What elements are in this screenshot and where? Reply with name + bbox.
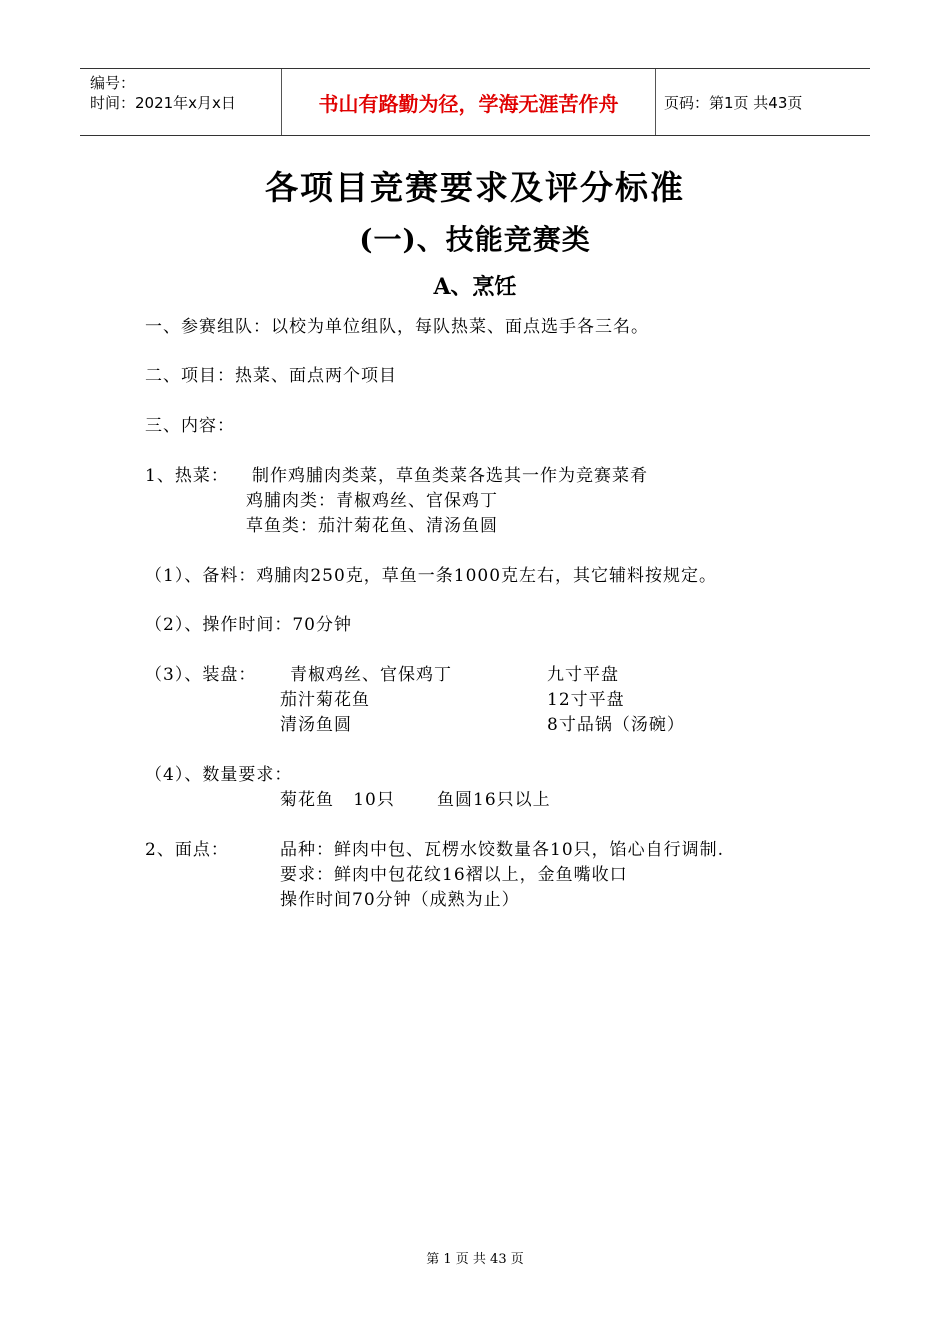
header-meta: [80, 69, 282, 135]
hot-dish-desc: 制作鸡脯肉类菜，草鱼类菜各选其一作为竞赛菜肴: [252, 466, 648, 486]
header-motto: 书山有路勤为径，学海无涯苦作舟: [282, 69, 656, 135]
plating-label: （3）、装盘：: [145, 665, 257, 685]
operation-time: （2）、操作时间：70分钟: [145, 615, 352, 635]
page-header: [80, 68, 870, 136]
plating-vessel: 九寸平盘: [547, 665, 619, 685]
main-title: 各项目竞赛要求及评分标准: [265, 168, 685, 207]
plating-dish: 清汤鱼圆: [280, 715, 352, 735]
prep-materials: （1）、备料：鸡脯肉250克，草鱼一条1000克左右，其它辅料按规定。: [145, 566, 718, 586]
fish-dishes: 草鱼类：茄汁菊花鱼、清汤鱼圆: [246, 516, 498, 536]
pastry-line: 品种：鲜肉中包、瓦楞水饺数量各10只，馅心自行调制.: [280, 840, 725, 860]
time-label: 时间：2021年x月x日: [90, 94, 236, 112]
chicken-dishes: 鸡脯肉类：青椒鸡丝、官保鸡丁: [246, 491, 498, 511]
quantity-fish-balls: 鱼圆16只以上: [437, 790, 551, 810]
plating-dish: 茄汁菊花鱼: [280, 690, 370, 710]
quantity-chrysanthemum-fish: 菊花鱼 10只: [280, 790, 395, 810]
page-footer: 第 1 页 共 43 页: [426, 1252, 524, 1267]
paragraph-items: 二、项目：热菜、面点两个项目: [145, 366, 397, 386]
hot-dish-label: 1、热菜：: [145, 466, 229, 486]
plating-vessel: 8寸品锅（汤碗）: [547, 715, 685, 735]
sub-title: (一)、技能竞赛类: [359, 223, 591, 256]
section-title: A、烹饪: [433, 274, 517, 300]
pastry-line: 要求：鲜肉中包花纹16褶以上，金鱼嘴收口: [280, 865, 628, 885]
plating-dish: 青椒鸡丝、官保鸡丁: [290, 665, 452, 685]
number-label: 编号：: [90, 74, 136, 92]
paragraph-content: 三、内容：: [145, 416, 235, 436]
pastry-label: 2、面点：: [145, 840, 229, 860]
pastry-line: 操作时间70分钟（成熟为止）: [280, 890, 520, 910]
quantity-label: （4）、数量要求：: [145, 765, 293, 785]
paragraph-team: 一、参赛组队：以校为单位组队，每队热菜、面点选手各三名。: [145, 317, 649, 337]
header-page-info: 页码：第1页 共43页: [664, 93, 803, 112]
plating-vessel: 12寸平盘: [547, 690, 625, 710]
